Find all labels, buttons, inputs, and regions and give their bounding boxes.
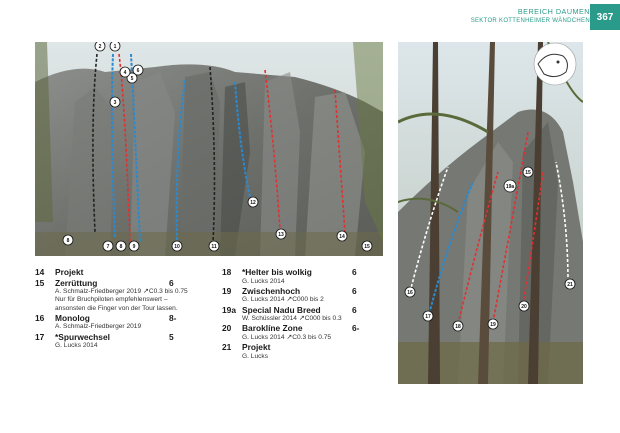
route-name: Projekt (55, 267, 84, 277)
route-header (222, 306, 382, 316)
route-number: 16 (35, 312, 45, 323)
route-marker-label: 10 (174, 243, 180, 250)
route-marker-label: 6 (136, 67, 140, 74)
route-marker-label: 2 (98, 43, 102, 50)
route-marker-label: 1 (113, 43, 117, 50)
route-grade: 6 (352, 285, 357, 296)
route-name: *Spurwechsel (55, 331, 110, 342)
route-first-ascent: A. Schmalz-Friedberger 2019 ↗C0.3 bis 0.75 (55, 288, 188, 296)
route-note: Nur für Bruchpiloten empfehlenswert – ansonsten die Finger von der Tour lassen. (55, 296, 178, 312)
route-first-ascent: G. Lucks 2014 ↗C000 bis 2 (242, 296, 324, 304)
route-number: 19a (222, 304, 236, 315)
route-grade (169, 268, 199, 278)
route-first-ascent: G. Lucks 2014 (242, 277, 285, 285)
route-number: 20 (222, 323, 232, 334)
route-grade: 6- (352, 323, 360, 334)
route-grade: 6 (352, 304, 357, 315)
route-entry (222, 343, 382, 361)
route-marker-label: 19 (490, 321, 496, 328)
route-marker-label: 5 (130, 75, 134, 82)
route-name: Special Nadu Breed (242, 304, 321, 315)
route-header (222, 324, 382, 334)
route-marker-label: 4 (123, 69, 127, 76)
route-grade (352, 343, 382, 353)
sector-subtitle: SEKTOR KOTTENHEIMER WÄNDCHEN (470, 18, 590, 24)
route-marker-label: 16 (407, 289, 413, 296)
route-marker-label: 17 (425, 313, 431, 320)
route-entry (222, 287, 382, 305)
route-header (222, 343, 382, 353)
route-marker-label: 11 (211, 243, 217, 250)
route-marker-label: 19a (505, 183, 515, 190)
route-list-column-2 (222, 268, 382, 362)
bolt-arrow-icon: ↗ (286, 333, 293, 341)
route-number: 18 (222, 267, 232, 277)
page-header (471, 7, 590, 26)
route-grade: 6 (352, 267, 357, 277)
route-entry (35, 279, 199, 313)
route-entry (222, 268, 382, 286)
bolt-arrow-icon: ↗ (142, 288, 149, 296)
route-marker-label: 18 (455, 323, 461, 330)
route-number: 15 (35, 277, 45, 288)
crag-photo-right (398, 42, 583, 384)
route-header (35, 268, 199, 278)
crag-logo-icon (534, 43, 576, 85)
route-entry (35, 333, 199, 351)
route-first-ascent: G. Lucks 2014 ↗C0.3 bis 0.75 (242, 333, 332, 341)
route-name: Zerrüttung (55, 277, 98, 288)
route-header (35, 333, 199, 343)
bolt-arrow-icon: ↗ (286, 296, 293, 304)
route-list-column-1 (35, 268, 199, 351)
crag-photo-left (35, 42, 383, 256)
route-marker-label: 14 (339, 233, 345, 240)
route-marker-label: 3 (113, 99, 117, 106)
sector-area-title: BEREICH DAUMEN (517, 7, 590, 16)
route-entry (222, 306, 382, 324)
route-marker-label: 21 (567, 281, 573, 288)
route-marker-label: 15 (525, 169, 531, 176)
route-number: 17 (35, 331, 45, 342)
route-marker-label: 20 (521, 303, 527, 310)
route-header (222, 268, 382, 278)
route-first-ascent: A. Schmalz-Friedberger 2019 (55, 323, 142, 331)
route-name: *Helter bis wolkig (242, 267, 312, 277)
route-number: 21 (222, 342, 232, 353)
route-marker-label: 15 (364, 243, 370, 250)
route-entry (35, 268, 199, 278)
route-marker-label: 8 (66, 237, 70, 244)
route-number: 19 (222, 285, 232, 296)
route-number: 14 (35, 267, 45, 277)
route-marker-label: 9 (132, 243, 136, 250)
route-marker-label: 13 (278, 231, 284, 238)
route-entry (35, 314, 199, 332)
route-header (35, 314, 199, 324)
route-name: Baroklíne Zone (242, 323, 303, 334)
route-marker-label: 7 (106, 243, 110, 250)
route-grade: 8- (169, 312, 177, 323)
route-name: Projekt (242, 342, 271, 353)
page-number: 367 (590, 4, 620, 30)
route-header (222, 287, 382, 297)
route-name: Zwischenhoch (242, 285, 301, 296)
route-first-ascent: W. Schüssler 2014 ↗C000 bis 0.3 (242, 315, 342, 323)
route-grade: 5 (169, 331, 174, 342)
bolt-arrow-icon: ↗ (298, 315, 305, 323)
route-grade: 6 (169, 277, 174, 288)
route-header (35, 279, 199, 289)
route-entry (222, 324, 382, 342)
route-name: Monolog (55, 312, 90, 323)
route-first-ascent: G. Lucks 2014 (55, 342, 98, 350)
route-first-ascent: G. Lucks (242, 352, 269, 360)
route-marker-label: 12 (250, 199, 256, 206)
route-marker-label: 8 (119, 243, 123, 250)
